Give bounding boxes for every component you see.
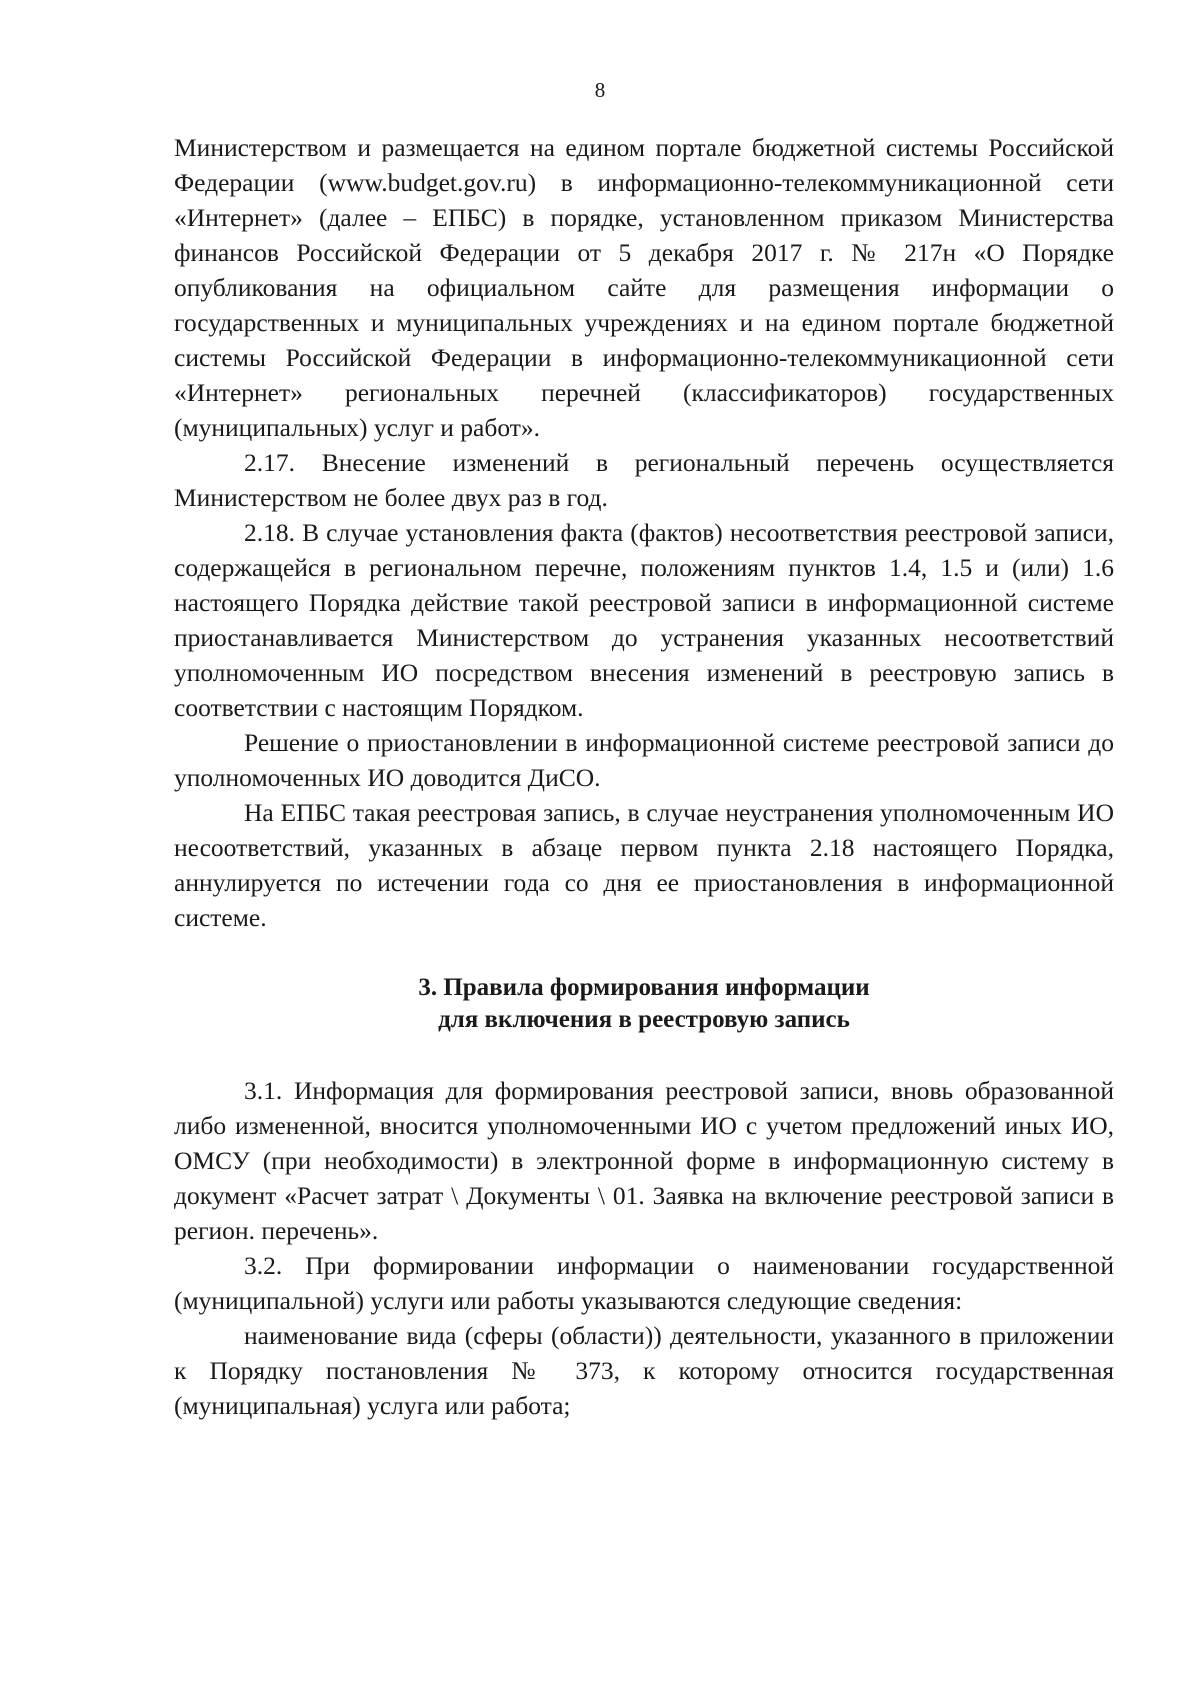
paragraph-2-18: 2.18. В случае установления факта (фактов) несоответствия реестровой записи, содержащейся в региональном перечне, положениям пунктов 1.4, 1.5 и (или) 1.6 настоящего Порядка действие такой реестровой записи в информационной системе приостанавливается Министерством до устранения указанных несоответствий уполномоченным ИО посредством внесения изменений в реестровую запись в соответствии с настоящим Порядком.	[174, 518, 1114, 722]
paragraph-suspension-decision: Решение о приостановлении в информационной системе реестровой записи до уполномоченных ИО доводится ДиСО.	[174, 728, 1114, 792]
paragraph-epbs-annulment: На ЕПБС такая реестровая запись, в случае неустранения уполномоченным ИО несоответствий, указанных в абзаце первом пункта 2.18 настоящего Порядка, аннулируется по истечении года со дня ее приостановления в информационной системе.	[174, 798, 1114, 932]
page-number: 8	[594, 78, 606, 102]
paragraph-activity-type: наименование вида (сферы (области)) деятельности, указанного в приложении к Порядку постановления № 373, к которому относится государственная (муниципальная) услуга или работа;	[174, 1321, 1114, 1420]
section-title-line-2: для включения в реестровую запись	[438, 1006, 850, 1033]
section-title-line-1: 3. Правила формирования информации	[418, 974, 870, 1001]
document-body	[174, 130, 1114, 1423]
paragraph-continuation: Министерством и размещается на едином портале бюджетной системы Российской Федерации (www.budget.gov.ru) в информационно-телекоммуникационной сети «Интернет» (далее – ЕПБС) в порядке, установленном приказом Министерства финансов Российской Федерации от 5 декабря 2017 г. № 217н «О Порядке опубликования на официальном сайте для размещения информации о государственных и муниципальных учреждениях и на едином портале бюджетной системы Российской Федерации в информационно-телекоммуникационной сети «Интернет» региональных перечней (классификаторов) государственных (муниципальных) услуг и работ».	[174, 133, 1114, 442]
paragraph-2-17: 2.17. Внесение изменений в региональный перечень осуществляется Министерством не более двух раз в год.	[174, 448, 1114, 512]
section-title	[174, 972, 1114, 1036]
paragraph-3-2: 3.2. При формировании информации о наименовании государственной (муниципальной) услуги или работы указываются следующие сведения:	[174, 1251, 1114, 1315]
paragraph-3-1: 3.1. Информация для формирования реестровой записи, вновь образованной либо измененной, вносится уполномоченными ИО с учетом предложений иных ИО, ОМСУ (при необходимости) в электронной форме в информационную систему в документ «Расчет затрат \ Документы \ 01. Заявка на включение реестровой записи в регион. перечень».	[174, 1076, 1114, 1245]
